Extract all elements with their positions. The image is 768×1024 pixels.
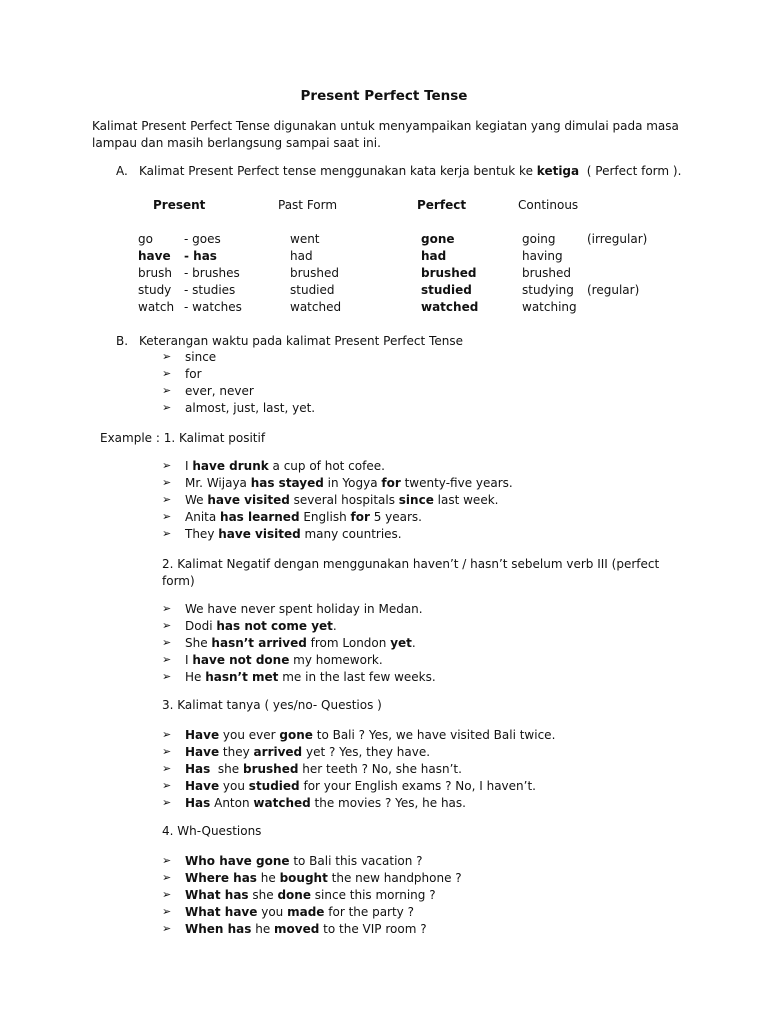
bold-segment: since	[398, 493, 434, 507]
bold-segment: watched	[253, 796, 311, 810]
text-segment: many countries.	[300, 527, 402, 541]
verb-note: (irregular)	[587, 232, 648, 246]
intro-line-2: lampau dan masih berlangsung sampai saat ini.	[92, 136, 381, 150]
text-segment: to Bali ? Yes, we have visited Bali twice.	[312, 728, 556, 742]
bold-segment: Have	[185, 728, 220, 742]
verb-perfect: brushed	[421, 266, 477, 280]
text-segment: yet ? Yes, they have.	[302, 745, 431, 759]
bullet-arrow-icon: ➢	[162, 653, 172, 666]
verb-cont: having	[522, 249, 563, 263]
verb-present: - goes	[184, 232, 221, 246]
section-a-bold: ketiga	[536, 164, 580, 178]
text-segment: to Bali this vacation ?	[289, 854, 423, 868]
verb-base: go	[138, 232, 153, 246]
verb-past: watched	[290, 300, 342, 314]
negative-heading-line-2: form)	[162, 574, 195, 588]
verb-cont: watching	[522, 300, 577, 314]
bullet-arrow-icon: ➢	[162, 459, 172, 472]
example-label: Example : 1. Kalimat positif	[100, 431, 266, 445]
text-segment: a cup of hot cofee.	[268, 459, 385, 473]
question-example-text	[185, 779, 536, 793]
bold-segment: for	[381, 476, 401, 490]
positive-example-text	[185, 510, 422, 524]
question-example-text	[185, 728, 555, 742]
wh-example-text	[185, 905, 414, 919]
bold-segment: has learned	[220, 510, 300, 524]
text-segment: from London	[306, 636, 391, 650]
bold-segment: have visited	[207, 493, 290, 507]
text-segment: you	[219, 779, 249, 793]
verb-present: - has	[184, 249, 217, 263]
verb-perfect: studied	[421, 283, 472, 297]
positive-example-text	[185, 476, 513, 490]
bold-segment: Who have gone	[185, 854, 290, 868]
text-segment: in Yogya	[323, 476, 382, 490]
text-segment: since this morning ?	[310, 888, 436, 902]
verb-cont: brushed	[522, 266, 572, 280]
bullet-arrow-icon: ➢	[162, 510, 172, 523]
section-a-marker: A.	[116, 164, 128, 178]
wh-example-text	[185, 854, 423, 868]
question-example-text	[185, 762, 462, 776]
bullet-arrow-icon: ➢	[162, 670, 172, 683]
wh-heading: 4. Wh-Questions	[162, 824, 262, 838]
bold-segment: has not come yet	[216, 619, 333, 633]
bullet-arrow-icon: ➢	[162, 796, 172, 809]
question-example-text	[185, 796, 466, 810]
bullet-arrow-icon: ➢	[162, 871, 172, 884]
text-segment: he	[251, 922, 275, 936]
text-segment: you ever	[219, 728, 280, 742]
bullet-arrow-icon: ➢	[162, 636, 172, 649]
verb-row	[0, 266, 768, 283]
bullet-arrow-icon: ➢	[162, 619, 172, 632]
verb-note: (regular)	[587, 283, 640, 297]
verb-base: study	[138, 283, 172, 297]
bold-segment: have not done	[192, 653, 290, 667]
text-segment: Dodi	[185, 619, 217, 633]
text-segment: They	[185, 527, 219, 541]
verb-base: watch	[138, 300, 175, 314]
text-segment: English	[299, 510, 351, 524]
text-segment: Anton	[210, 796, 254, 810]
text-segment: the new handphone ?	[327, 871, 462, 885]
verb-cont: going	[522, 232, 556, 246]
bullet-arrow-icon: ➢	[162, 728, 172, 741]
verb-perfect: gone	[421, 232, 455, 246]
verb-base: brush	[138, 266, 173, 280]
text-segment: her teeth ? No, she hasn’t.	[298, 762, 462, 776]
bold-segment: bought	[279, 871, 328, 885]
negative-example-text	[185, 670, 436, 684]
verb-past: went	[290, 232, 320, 246]
intro-paragraph	[92, 118, 679, 152]
bold-segment: yet	[390, 636, 412, 650]
verb-base: have	[138, 249, 171, 263]
text-segment: He	[185, 670, 206, 684]
bold-segment: Have	[185, 745, 220, 759]
verb-row	[0, 249, 768, 266]
verb-present: - watches	[184, 300, 242, 314]
text-segment: .	[411, 636, 416, 650]
bold-segment: hasn’t arrived	[211, 636, 307, 650]
text-segment: me in the last few weeks.	[278, 670, 436, 684]
bullet-arrow-icon: ➢	[162, 527, 172, 540]
positive-example-text	[185, 527, 402, 541]
time-keyword-text: ever, never	[185, 384, 254, 398]
bold-segment: has stayed	[250, 476, 324, 490]
negative-heading-line-1: 2. Kalimat Negatif dengan menggunakan haven’t / hasn’t sebelum verb III (perfect	[162, 557, 660, 571]
text-segment: to the VIP room ?	[319, 922, 427, 936]
text-segment: I	[185, 459, 193, 473]
text-segment: 5 years.	[369, 510, 422, 524]
verb-row	[0, 300, 768, 317]
bullet-arrow-icon: ➢	[162, 602, 172, 615]
bold-segment: What have	[185, 905, 258, 919]
negative-heading	[162, 556, 659, 590]
section-b-marker: B.	[116, 334, 129, 348]
bullet-arrow-icon: ➢	[162, 384, 172, 397]
bold-segment: made	[287, 905, 325, 919]
text-segment: my homework.	[289, 653, 383, 667]
text-segment: you	[257, 905, 288, 919]
verb-row	[0, 283, 768, 300]
bold-segment: Has	[185, 796, 211, 810]
time-keyword-text: almost, just, last, yet.	[185, 401, 316, 415]
bold-segment: done	[277, 888, 311, 902]
section-a-heading	[139, 164, 681, 178]
time-keyword-text: for	[185, 367, 202, 381]
text-segment: several hospitals	[289, 493, 399, 507]
verb-cont: studying	[522, 283, 574, 297]
bold-segment: Has	[185, 762, 211, 776]
bold-segment: Have	[185, 779, 220, 793]
time-keyword-text: since	[185, 350, 217, 364]
negative-example-text	[185, 653, 383, 667]
verb-perfect: had	[421, 249, 447, 263]
bold-segment: Where has	[185, 871, 257, 885]
bullet-arrow-icon: ➢	[162, 905, 172, 918]
wh-example-text	[185, 871, 462, 885]
text-segment: last week.	[433, 493, 499, 507]
positive-example-text	[185, 493, 498, 507]
bold-segment: brushed	[242, 762, 299, 776]
negative-example-text	[185, 602, 423, 616]
negative-example-text	[185, 619, 337, 633]
bullet-arrow-icon: ➢	[162, 854, 172, 867]
verb-past: studied	[290, 283, 335, 297]
section-a-prefix: Kalimat Present Perfect tense menggunakan kata kerja bentuk ke	[139, 164, 533, 178]
bold-segment: studied	[248, 779, 300, 793]
wh-example-text	[185, 888, 436, 902]
question-example-text	[185, 745, 430, 759]
negative-example-text	[185, 636, 416, 650]
text-segment: for your English exams ? No, I haven’t.	[299, 779, 536, 793]
page-title: Present Perfect Tense	[300, 88, 468, 104]
verb-present: - studies	[184, 283, 236, 297]
question-heading: 3. Kalimat tanya ( yes/no- Questios )	[162, 698, 382, 712]
text-segment: for the party ?	[324, 905, 414, 919]
bold-segment: have visited	[218, 527, 301, 541]
text-segment: .	[332, 619, 337, 633]
section-b-heading: Keterangan waktu pada kalimat Present Perfect Tense	[139, 334, 463, 348]
text-segment: We	[185, 493, 208, 507]
verb-perfect: watched	[421, 300, 479, 314]
bullet-arrow-icon: ➢	[162, 762, 172, 775]
bullet-arrow-icon: ➢	[162, 493, 172, 506]
text-segment: she	[210, 762, 243, 776]
bold-segment: hasn’t met	[205, 670, 279, 684]
text-segment: he	[256, 871, 280, 885]
bullet-arrow-icon: ➢	[162, 888, 172, 901]
bullet-arrow-icon: ➢	[162, 350, 172, 363]
bullet-arrow-icon: ➢	[162, 476, 172, 489]
text-segment: I	[185, 653, 193, 667]
verb-past: brushed	[290, 266, 340, 280]
bullet-arrow-icon: ➢	[162, 367, 172, 380]
header-continous: Continous	[518, 198, 579, 212]
positive-example-text	[185, 459, 385, 473]
verb-present: - brushes	[184, 266, 240, 280]
bullet-arrow-icon: ➢	[162, 922, 172, 935]
bold-segment: moved	[274, 922, 320, 936]
text-segment: She	[185, 636, 212, 650]
header-perfect: Perfect	[417, 198, 467, 212]
text-segment: Mr. Wijaya	[185, 476, 251, 490]
intro-line-1: Kalimat Present Perfect Tense digunakan untuk menyampaikan kegiatan yang dimulai pada masa	[92, 119, 679, 133]
text-segment: she	[248, 888, 278, 902]
bold-segment: have drunk	[192, 459, 269, 473]
bullet-arrow-icon: ➢	[162, 401, 172, 414]
bold-segment: What has	[185, 888, 249, 902]
text-segment: We have never spent holiday in Medan.	[185, 602, 423, 616]
text-segment: twenty-five years.	[400, 476, 513, 490]
header-past-form: Past Form	[278, 198, 338, 212]
section-a-suffix: ( Perfect form ).	[586, 164, 682, 178]
bold-segment: gone	[279, 728, 313, 742]
verb-past: had	[290, 249, 313, 263]
header-present: Present	[153, 198, 206, 212]
text-segment: they	[219, 745, 254, 759]
text-segment: the movies ? Yes, he has.	[310, 796, 466, 810]
bold-segment: arrived	[253, 745, 303, 759]
verb-row	[0, 232, 768, 249]
bold-segment: for	[350, 510, 370, 524]
bold-segment: When has	[185, 922, 252, 936]
text-segment: Anita	[185, 510, 221, 524]
bullet-arrow-icon: ➢	[162, 779, 172, 792]
bullet-arrow-icon: ➢	[162, 745, 172, 758]
wh-example-text	[185, 922, 427, 936]
